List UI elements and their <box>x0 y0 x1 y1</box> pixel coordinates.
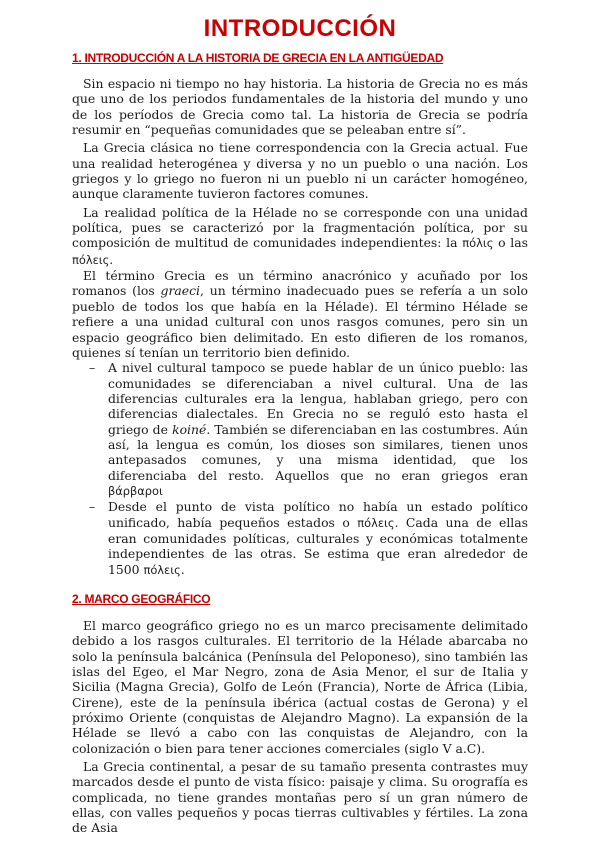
section-2-paragraph-2: La Grecia continental, a pesar de su tamaño presenta contrastes muy marcados desde el punto de vista físico: paisaje y clima. Su orografía es complicada, no tiene grandes montañas pero sí un gran número de ellas, con valles pequeños y pocas tierras cultivables y fértiles. La zona de Asia <box>72 759 528 836</box>
greek-term: πόλεις <box>357 515 395 530</box>
paragraph-text: , un término inadecuado pues se refería a un solo pueblo de todos los que había en la Hélade). El término Hélade se refiere a una unidad cultural con unos rasgos comunes, pero sin un espacio geográfico bien delimitado. En esto difieren de los romanos, quienes sí tenían un territorio bien definido. <box>72 283 529 360</box>
section-2-heading: 2. MARCO GEOGRÁFICO <box>72 592 211 606</box>
dash-bullet-icon: – <box>89 499 96 515</box>
list-item-text: Desde el punto de vista político no había un estado político unificado, había pequeños estados o <box>108 499 528 530</box>
section-2-paragraph-1: El marco geográfico griego no es un marco precisamente delimitado debido a los rasgos culturales. El territorio de la Hélade abarcaba no solo la península balcánica (Península del Peloponeso), sino también las islas del Egeo, el Mar Negro, zona de Asia Menor, el sur de Italia y Sicilia (Magna Grecia), Golfo de León (Francia), Norte de África (Libia, Cirene), este de la península ibérica (actual costas de Gerona) y el próximo Oriente (conquistas de Alejandro Magno). La expansión de la Hélade se llevó a cabo con las conquistas de Alejandro, con la colonización o bien para tener acciones comerciales (siglo V a.C). <box>72 618 528 756</box>
list-item-text: . Cada una de ellas eran comunidades políticas, culturales y económicas totalmente independientes de las otras. Se estima que eran alrededor de 1500 <box>108 514 528 577</box>
paragraph-text: El término Grecia es un término anacrónico y acuñado por los romanos (los <box>72 268 528 299</box>
section-1-paragraph-2: La Grecia clásica no tiene correspondencia con la Grecia actual. Fue una realidad heterogénea y diversa y no un pueblo o una nación. Los griegos y lo griego no fueron ni un pueblo ni un carácter homogéneo, aunque claramente tuvieron factores comunes. <box>72 140 528 202</box>
section-1-paragraph-3 <box>72 205 528 268</box>
paragraph-text: o las <box>493 235 529 251</box>
greek-term: πόλις <box>462 236 494 251</box>
italic-term: koiné <box>172 421 207 437</box>
section-1-heading: 1. INTRODUCCIÓN A LA HISTORIA DE GRECIA EN LA ANTIGÜEDAD <box>72 51 444 65</box>
list-item-text: . También se diferenciaban en las costumbres. Aún así, la lengua es común, los dioses son similares, tienen unos antepasados comunes, y una misma identidad, que los diferenciaba del resto. Aquellos que no eran griegos eran <box>108 421 528 483</box>
paragraph-text: La realidad política de la Hélade no se corresponde con una unidad política, pues se caracterizó por la fragmentación política, por su composición de multitud de comunidades independientes: la <box>72 204 528 251</box>
list-item <box>89 360 528 499</box>
dash-bullet-icon: – <box>89 360 96 376</box>
list-item <box>89 499 528 578</box>
italic-term: graeci <box>160 283 200 299</box>
paragraph-text: . <box>109 251 114 267</box>
greek-term: βάρβαροι <box>108 483 163 498</box>
section-1-paragraph-4 <box>72 268 528 360</box>
page-title: INTRODUCCIÓN <box>203 15 397 42</box>
greek-term: πόλεις <box>72 252 110 267</box>
list-item-text: A nivel cultural tampoco se puede hablar de un único pueblo: las comunidades se diferenciaban a nivel cultural. Una de las diferencias culturales era la lengua, hablaban griego, pero con diferencias dialectales. En Grecia no se reguló esto hasta el griego de <box>108 360 528 437</box>
section-1-paragraph-1: Sin espacio ni tiempo no hay historia. La historia de Grecia no es más que uno de los periodos fundamentales de la historia del mundo y uno de los períodos de Grecia como tal. La historia de Grecia se podría resumir en “pequeñas comunidades que se peleaban entre sí”. <box>72 76 528 138</box>
bullet-list <box>72 360 528 578</box>
greek-term: πόλεις <box>143 562 181 577</box>
list-item-text: . <box>180 561 185 577</box>
document-page <box>72 14 528 836</box>
